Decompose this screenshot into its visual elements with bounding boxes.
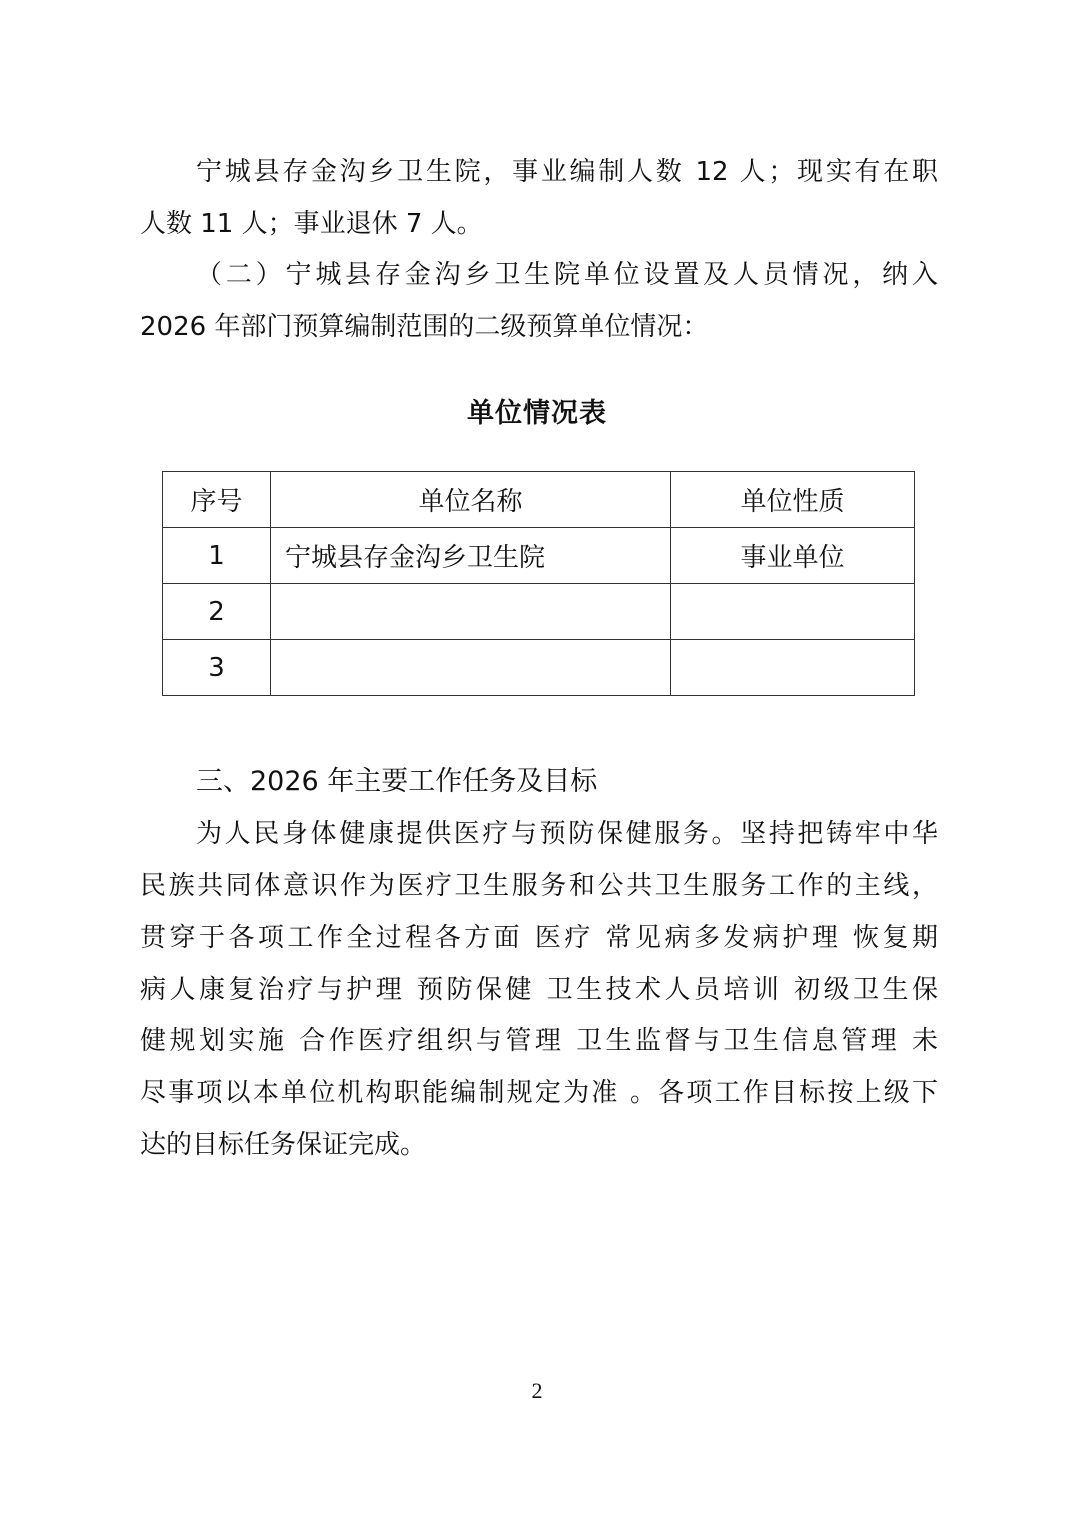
unit-table <box>162 471 915 696</box>
table-header-row <box>163 472 915 528</box>
paragraph-line: 民族共同体意识作为医疗卫生服务和公共卫生服务工作的主线， <box>140 871 938 901</box>
paragraph-line: 为人民身体健康提供医疗与预防保健服务。坚持把铸牢中华 <box>196 819 938 849</box>
cell-unit-name: 宁城县存金沟乡卫生院 <box>271 528 671 584</box>
page-number: 2 <box>531 1378 543 1403</box>
paragraph-line: 贯穿于各项工作全过程各方面 医疗 常见病多发病护理 恢复期 <box>140 923 938 953</box>
paragraph-line: 宁城县存金沟乡卫生院，事业编制人数 12 人；现实有在职 <box>196 157 938 187</box>
header-index: 序号 <box>163 472 271 528</box>
paragraph-line: 健规划实施 合作医疗组织与管理 卫生监督与卫生信息管理 未 <box>140 1026 938 1056</box>
header-unit-name: 单位名称 <box>271 472 671 528</box>
paragraph-line: （二）宁城县存金沟乡卫生院单位设置及人员情况，纳入 <box>196 260 938 290</box>
table-row <box>163 640 915 696</box>
table-row <box>163 528 915 584</box>
cell-unit-type: 事业单位 <box>671 528 915 584</box>
cell-index: 1 <box>163 528 271 584</box>
table-title: 单位情况表 <box>467 398 607 429</box>
table-row <box>163 584 915 640</box>
paragraph-line: 病人康复治疗与护理 预防保健 卫生技术人员培训 初级卫生保 <box>140 975 938 1005</box>
paragraph-line: 尽事项以本单位机构职能编制规定为准 。各项工作目标按上级下 <box>140 1078 938 1108</box>
cell-unit-name <box>271 584 671 640</box>
header-unit-type: 单位性质 <box>671 472 915 528</box>
paragraph-line: 2026 年部门预算编制范围的二级预算单位情况： <box>140 312 709 342</box>
cell-unit-type <box>671 640 915 696</box>
section-heading: 三、2026 年主要工作任务及目标 <box>196 766 598 797</box>
cell-unit-type <box>671 584 915 640</box>
cell-unit-name <box>271 640 671 696</box>
paragraph-line: 达的目标任务保证完成。 <box>140 1130 427 1160</box>
paragraph-line: 人数 11 人；事业退休 7 人。 <box>140 209 483 239</box>
cell-index: 2 <box>163 584 271 640</box>
cell-index: 3 <box>163 640 271 696</box>
